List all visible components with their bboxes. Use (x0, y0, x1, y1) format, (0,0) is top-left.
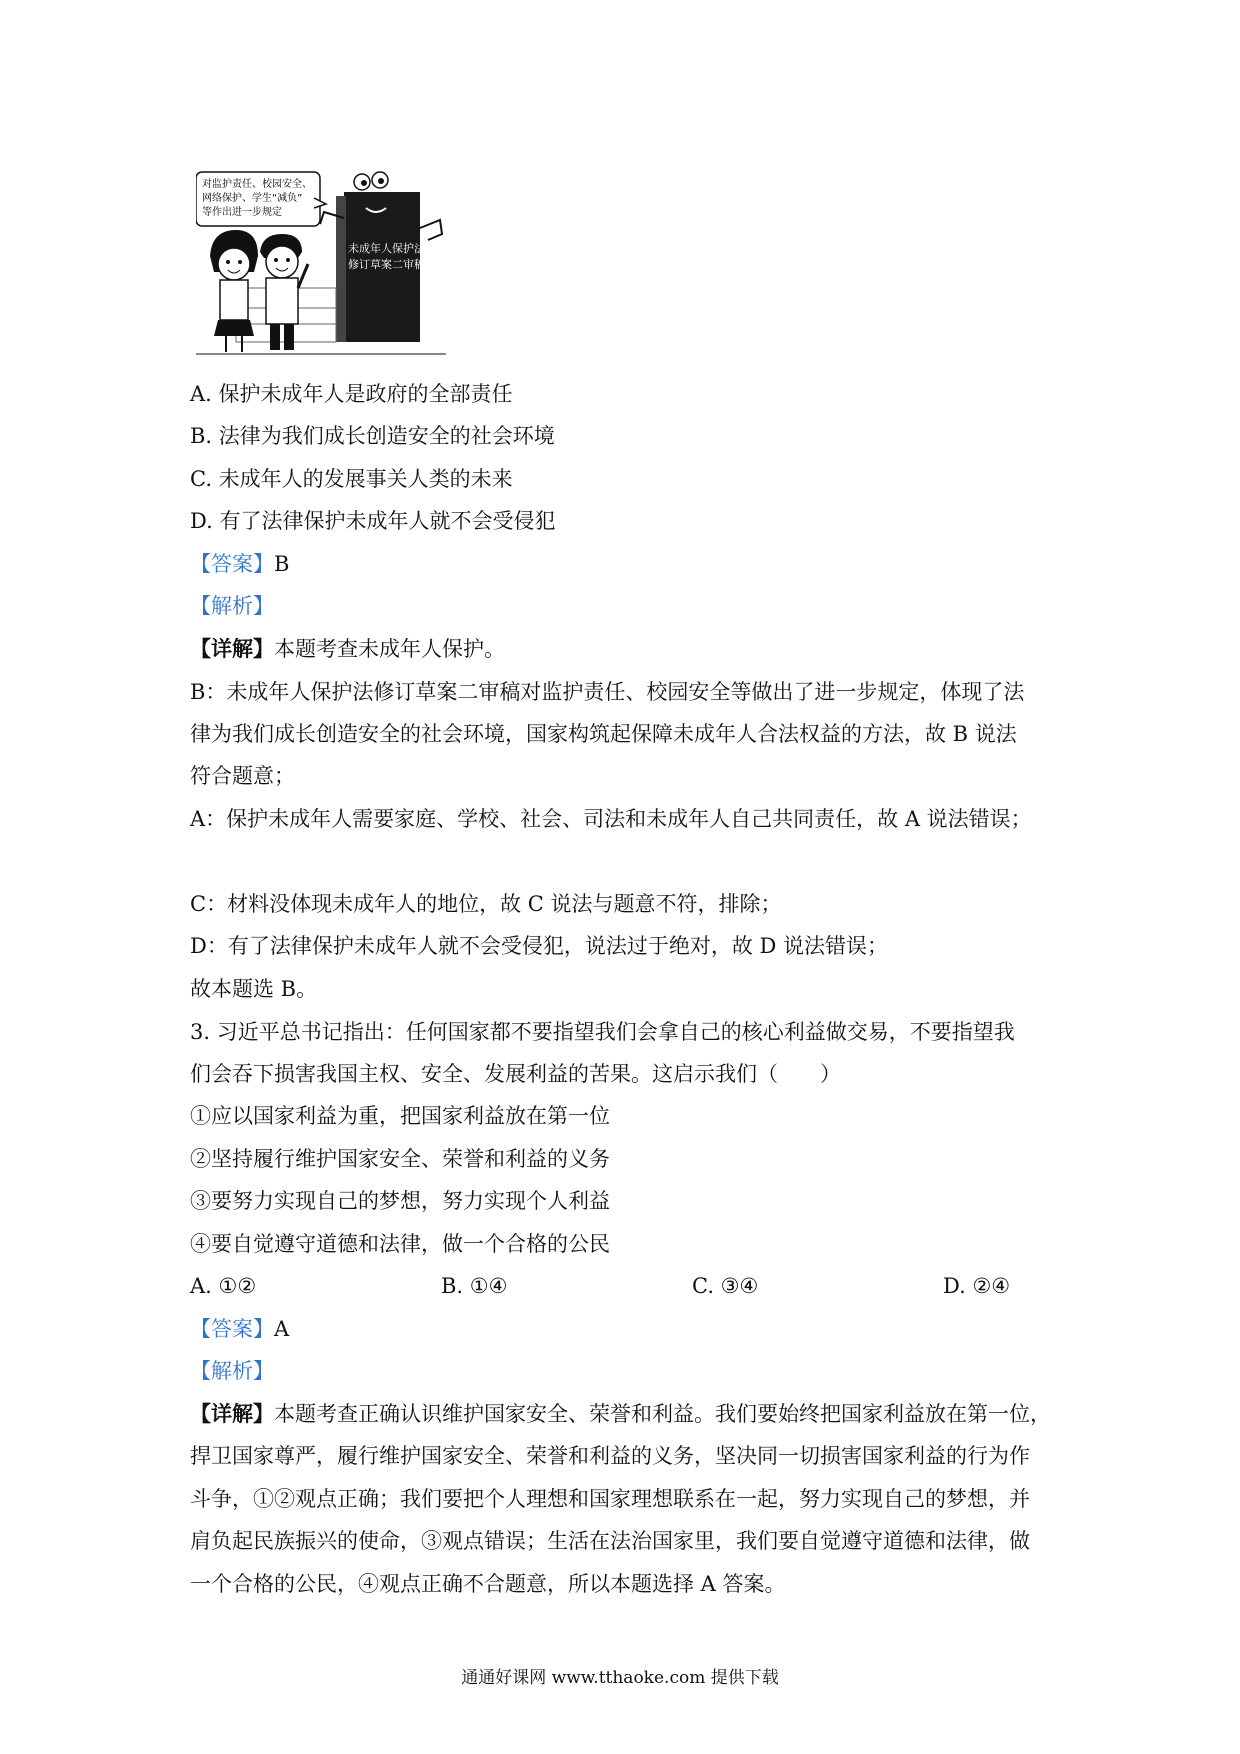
bubble-line-1: 对监护责任、校园安全、 (202, 179, 312, 190)
q3-stem-line: 们会吞下损害我国主权、安全、发展利益的苦果。这启示我们（ ） (190, 1062, 841, 1086)
q2-detail-line: C：材料没体现未成年人的地位，故 C 说法与题意不符，排除； (190, 892, 782, 916)
answer-value: A (274, 1317, 290, 1341)
q2-conclusion: 故本题选 B。 (190, 977, 318, 1001)
bubble-line-2: 网络保护、学生“减负” (202, 193, 303, 204)
q3-choice-b: B. ①④ (441, 1274, 508, 1298)
q2-option-b: B. 法律为我们成长创造安全的社会环境 (190, 424, 555, 448)
q3-statement: ④要自觉遵守道德和法律，做一个合格的公民 (190, 1232, 610, 1256)
q2-detail-line: 符合题意； (190, 764, 295, 788)
q3-detail-line: 一个合格的公民，④观点正确不合题意，所以本题选择 A 答案。 (190, 1572, 786, 1596)
q3-detail-line: 斗争，①②观点正确；我们要把个人理想和国家理想联系在一起，努力实现自己的梦想，并 (190, 1487, 1030, 1511)
q3-analysis-tag: 【解析】 (190, 1359, 274, 1383)
answer-value: B (274, 552, 290, 576)
q2-detail-line: D：有了法律保护未成年人就不会受侵犯，说法过于绝对，故 D 说法错误； (190, 934, 889, 958)
q2-detail-line: 律为我们成长创造安全的社会环境，国家构筑起保障未成年人合法权益的方法，故 B 说法 (190, 722, 1017, 746)
bubble-line-3: 等作出进一步规定 (202, 207, 282, 218)
answer-tag: 【答案】 (190, 1317, 274, 1341)
q2-option-a: A. 保护未成年人是政府的全部责任 (190, 382, 513, 406)
q3-detail (190, 1400, 1051, 1428)
book-title-line-1: 未成年人保护法 (348, 242, 425, 255)
q3-detail-line: 肩负起民族振兴的使命，③观点错误；生活在法治国家里，我们要自觉遵守道德和法律，做 (190, 1529, 1030, 1553)
answer-tag: 【答案】 (190, 552, 274, 576)
q3-statement: ③要努力实现自己的梦想，努力实现个人利益 (190, 1189, 610, 1213)
q3-answer (190, 1315, 289, 1343)
q2-detail (190, 635, 505, 663)
q3-statement: ①应以国家利益为重，把国家利益放在第一位 (190, 1104, 610, 1128)
q3-choice-a: A. ①② (190, 1274, 257, 1298)
q3-choice-c: C. ③④ (692, 1274, 759, 1298)
detail-tag: 【详解】 (190, 1401, 274, 1426)
q3-statement: ②坚持履行维护国家安全、荣誉和利益的义务 (190, 1147, 610, 1171)
q2-option-c: C. 未成年人的发展事关人类的未来 (190, 467, 513, 491)
q2-detail-line: A：保护未成年人需要家庭、学校、社会、司法和未成年人自己共同责任，故 A 说法错误； (190, 807, 1032, 831)
q3-stem-line: 3. 习近平总书记指出：任何国家都不要指望我们会拿自己的核心利益做交易，不要指望我 (190, 1020, 1015, 1044)
q2-option-d: D. 有了法律保护未成年人就不会受侵犯 (190, 509, 556, 533)
detail-tag: 【详解】 (190, 636, 274, 661)
detail-text: 本题考查未成年人保护。 (274, 637, 505, 661)
cartoon-illustration (196, 168, 456, 358)
q2-answer (190, 550, 289, 578)
q3-choice-d: D. ②④ (943, 1274, 1011, 1298)
q3-detail-line: 捍卫国家尊严，履行维护国家安全、荣誉和利益的义务，坚决同一切损害国家利益的行为作 (190, 1444, 1030, 1468)
q2-detail-line: B：未成年人保护法修订草案二审稿对监护责任、校园安全等做出了进一步规定，体现了法 (190, 680, 1025, 704)
page-footer: 通通好课网 www.tthaoke.com 提供下载 (461, 1668, 779, 1688)
detail-text: 本题考查正确认识维护国家安全、荣誉和利益。我们要始终把国家利益放在第一位， (274, 1402, 1051, 1426)
book-title-line-2: 修订草案二审稿 (348, 258, 425, 271)
q2-analysis-tag: 【解析】 (190, 594, 274, 618)
